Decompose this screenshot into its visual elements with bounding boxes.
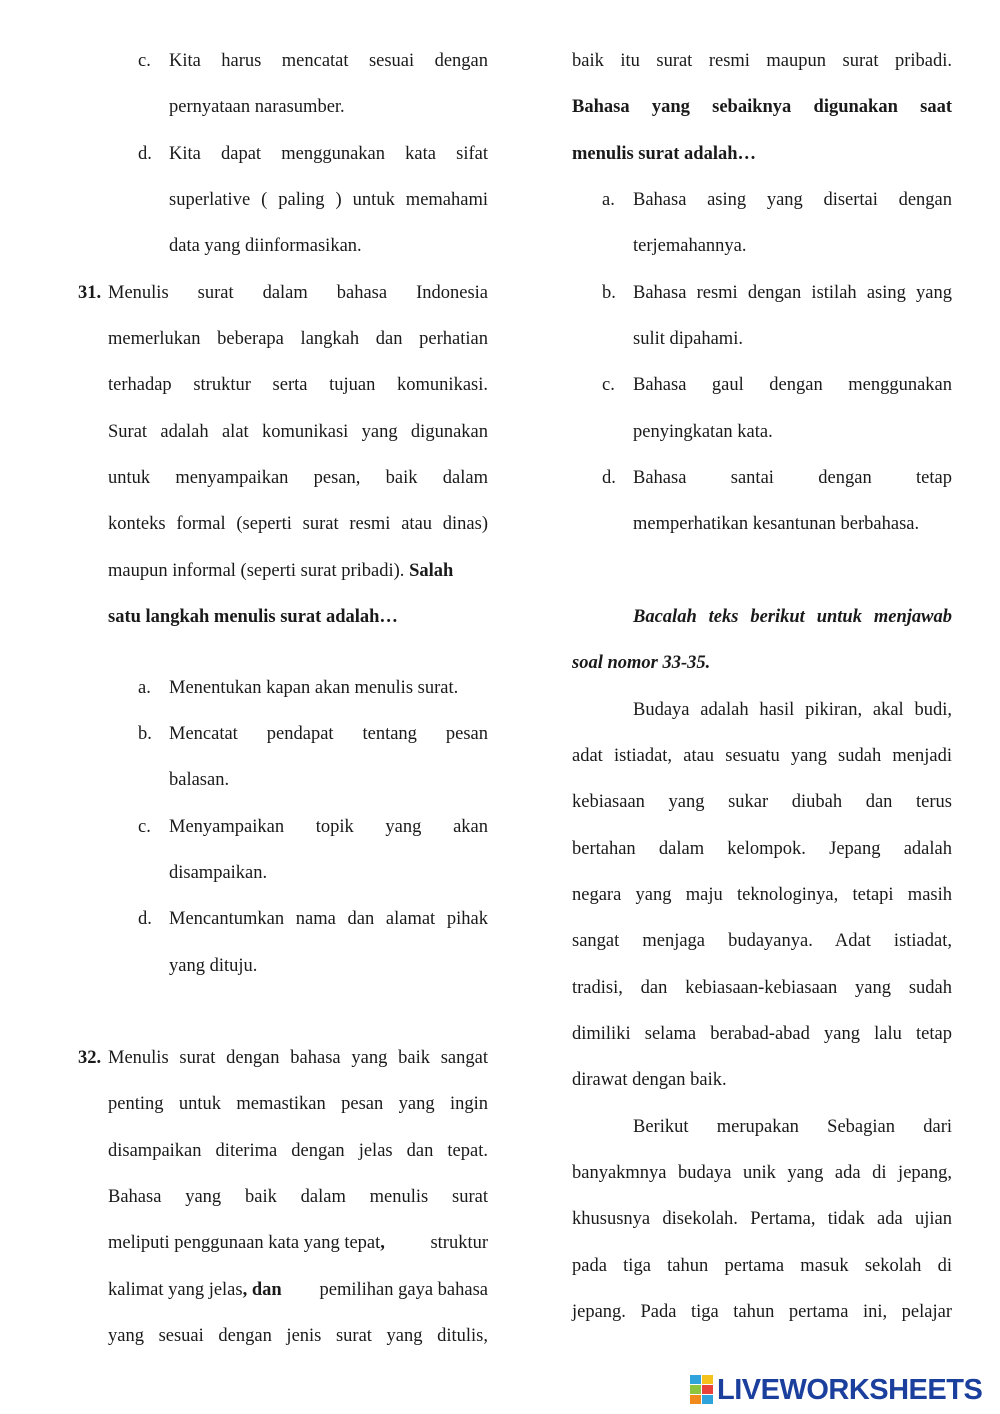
option-c-cont: penyingkatan kata.: [633, 422, 773, 442]
text-line: Surat adalah alat komunikasi yang digunakan: [108, 422, 488, 442]
text-line: banyakmnya budaya unik yang ada di jepang,: [572, 1163, 952, 1183]
question-prompt: Bahasa yang sebaiknya digunakan saat: [572, 97, 952, 117]
text-line: dimiliki selama berabad-abad yang lalu tetap: [572, 1024, 952, 1044]
option-d: Bahasa santai dengan tetap: [633, 468, 952, 488]
option-c: Menyampaikan topik yang akan: [169, 817, 488, 837]
text-line: jepang. Pada tiga tahun pertama ini, pelajar: [572, 1302, 952, 1322]
text-line: kebiasaan yang sukar diubah dan terus: [572, 792, 952, 812]
text-line: penting untuk memastikan pesan yang ingin: [108, 1094, 488, 1114]
option-marker: a.: [138, 678, 151, 698]
text-span: maupun informal (seperti surat pribadi).: [108, 561, 405, 581]
text-line: terhadap struktur serta tujuan komunikasi.: [108, 375, 488, 395]
instruction-line: Bacalah teks berikut untuk menjawab: [633, 607, 952, 627]
option-d-cont: yang dituju.: [169, 956, 258, 976]
liveworksheets-logo-icon: [690, 1375, 714, 1405]
text-line: tradisi, dan kebiasaan-kebiasaan yang sudah: [572, 978, 952, 998]
option-marker: d.: [138, 144, 152, 164]
text-span: [108, 1231, 385, 1255]
option-a: Menentukan kapan akan menulis surat.: [169, 678, 459, 698]
bold-comma: ,: [380, 1233, 385, 1253]
option-c-cont: disampaikan.: [169, 863, 268, 883]
text-line: Menulis surat dalam bahasa Indonesia: [108, 283, 488, 303]
bold-dan: , dan: [242, 1280, 282, 1300]
text-line: bertahan dalam kelompok. Jepang adalah: [572, 839, 952, 859]
text-line: konteks formal (seperti surat resmi atau dinas): [108, 514, 488, 534]
text-span: pemilihan gaya bahasa: [319, 1280, 488, 1300]
text-span: struktur: [430, 1233, 488, 1253]
option-d-cont: memperhatikan kesantunan berbahasa.: [633, 514, 920, 534]
option-marker: c.: [138, 817, 151, 837]
option-marker: a.: [602, 190, 615, 210]
text-line: memerlukan beberapa langkah dan perhatian: [108, 329, 488, 349]
text-line: sangat menjaga budayanya. Adat istiadat,: [572, 931, 952, 951]
question-prompt: menulis surat adalah…: [572, 144, 757, 164]
text-line: superlative ( paling ) untuk memahami: [169, 190, 488, 210]
text-line: khususnya disekolah. Pertama, tidak ada ujian: [572, 1209, 952, 1229]
text-line: disampaikan diterima dengan jelas dan tepat.: [108, 1141, 488, 1161]
text-line: negara yang maju teknologinya, tetapi masih: [572, 885, 952, 905]
option-marker: c.: [138, 51, 151, 71]
option-b-cont: balasan.: [169, 770, 230, 790]
text-line: Kita harus mencatat sesuai dengan: [169, 51, 488, 71]
text-line: data yang diinformasikan.: [169, 236, 362, 256]
text-line: [108, 1278, 488, 1302]
option-marker: b.: [138, 724, 152, 744]
option-a: Bahasa asing yang disertai dengan: [633, 190, 952, 210]
text-line: [108, 559, 488, 583]
text-line: Kita dapat menggunakan kata sifat: [169, 144, 488, 164]
option-marker: d.: [138, 909, 152, 929]
text-line: Bahasa yang baik dalam menulis surat: [108, 1187, 488, 1207]
text-line: dirawat dengan baik.: [572, 1070, 727, 1090]
brand-name: LIVEWORKSHEETS: [717, 1373, 983, 1406]
text-line: Menulis surat dengan bahasa yang baik sangat: [108, 1048, 488, 1068]
text-line: adat istiadat, atau sesuatu yang sudah menjadi: [572, 746, 952, 766]
option-b-cont: sulit dipahami.: [633, 329, 743, 349]
text-span: kalimat yang jelas: [108, 1280, 243, 1300]
option-marker: d.: [602, 468, 616, 488]
text-line: untuk menyampaikan pesan, baik dalam: [108, 468, 488, 488]
text-line: pernyataan narasumber.: [169, 97, 345, 117]
question-number: 31.: [78, 283, 102, 303]
option-d: Mencantumkan nama dan alamat pihak: [169, 909, 488, 929]
option-a-cont: terjemahannya.: [633, 236, 747, 256]
question-prompt: satu langkah menulis surat adalah…: [108, 607, 398, 627]
text-span: meliputi penggunaan kata yang tepat: [108, 1233, 381, 1253]
text-line: baik itu surat resmi maupun surat pribadi.: [572, 51, 952, 71]
option-marker: c.: [602, 375, 615, 395]
option-b: Mencatat pendapat tentang pesan: [169, 724, 488, 744]
option-b: Bahasa resmi dengan istilah asing yang: [633, 283, 952, 303]
instruction-line: soal nomor 33-35.: [572, 653, 711, 673]
option-c: Bahasa gaul dengan menggunakan: [633, 375, 952, 395]
liveworksheets-logo[interactable]: [690, 1372, 982, 1408]
text-line: Berikut merupakan Sebagian dari: [633, 1117, 952, 1137]
option-marker: b.: [602, 283, 616, 303]
text-line: yang sesuai dengan jenis surat yang ditulis,: [108, 1326, 488, 1346]
text-line: pada tiga tahun pertama masuk sekolah di: [572, 1256, 952, 1276]
question-number: 32.: [78, 1048, 102, 1068]
text-line: Budaya adalah hasil pikiran, akal budi,: [633, 700, 952, 720]
text-line: [108, 1231, 488, 1255]
text-span: [108, 1278, 282, 1302]
question-prompt-start: Salah: [409, 561, 454, 581]
